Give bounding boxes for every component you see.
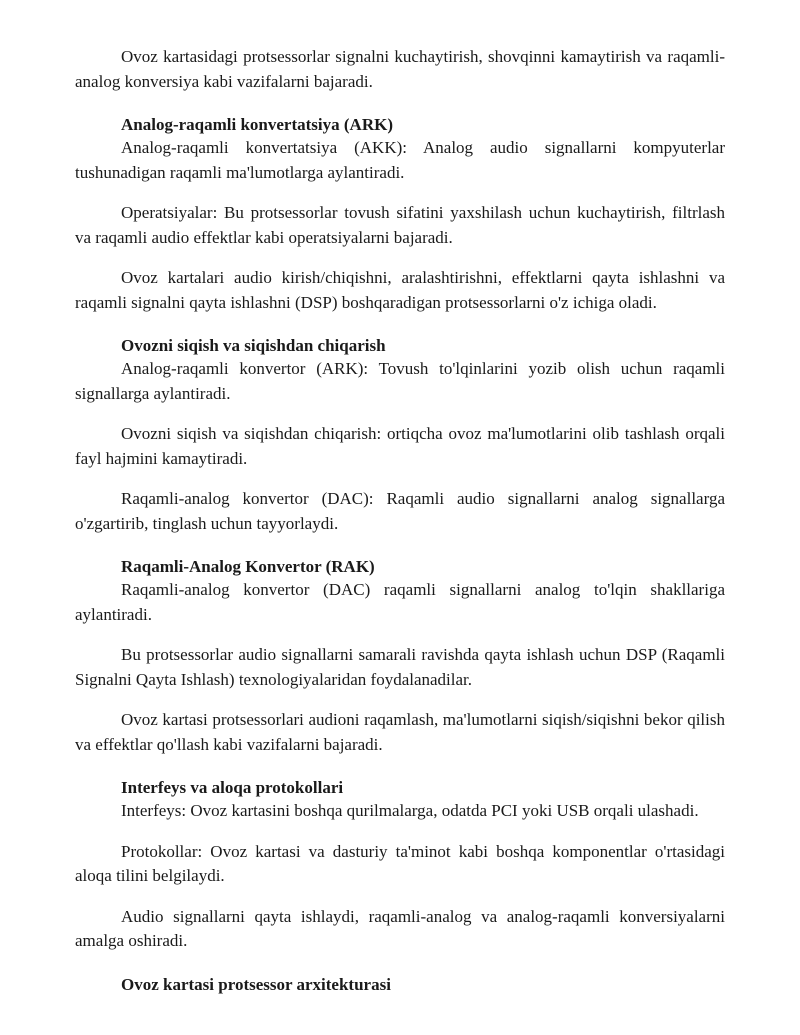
section-heading-interfeys: Interfeys va aloqa protokollari [121, 778, 344, 797]
paragraph-protokollar: Protokollar: Ovoz kartasi va dasturiy ta'minot kabi boshqa komponentlar o'rtasidagi aloqa tilini belgilaydi. [75, 841, 725, 885]
paragraph-akk: Analog-raqamli konvertatsiya (AKK): Analog audio signallarni kompyuterlar tushunadigan raqamli ma'lumotlarga aylantiradi. [75, 138, 725, 182]
paragraph-intro: Ovoz kartasidagi protsessorlar signalni kuchaytirish, shovqinni kamaytirish va raqamli-analog konversiya kabi vazifalarni bajaradi. [75, 47, 725, 91]
paragraph-interfeys: Interfeys: Ovoz kartasini boshqa qurilmalarga, odatda PCI yoki USB orqali ulashadi. [121, 801, 699, 820]
section-heading-siqish: Ovozni siqish va siqishdan chiqarish [121, 336, 386, 355]
paragraph-operatsiyalar: Operatsiyalar: Bu protsessorlar tovush sifatini yaxshilash uchun kuchaytirish, filtrlash va raqamli audio effektlar kabi operatsiyalarni bajaradi. [75, 203, 725, 247]
section-heading-arxitektura: Ovoz kartasi protsessor arxitekturasi [121, 974, 391, 994]
paragraph-dac: Raqamli-analog konvertor (DAC): Raqamli audio signallarni analog signallarga o'zgartirib, tinglash uchun tayyorlaydi. [75, 489, 725, 533]
section-heading-ark: Analog-raqamli konvertatsiya (ARK) [121, 115, 393, 134]
paragraph-audio-signallar: Audio signallarni qayta ishlaydi, raqamli-analog va analog-raqamli konversiyalarni amalga oshiradi. [75, 906, 725, 950]
paragraph-dsp: Bu protsessorlar audio signallarni samarali ravishda qayta ishlash uchun DSP (Raqamli Signalni Qayta Ishlash) texnologiyalaridan foydalanadilar. [75, 645, 725, 689]
paragraph-siqish: Ovozni siqish va siqishdan chiqarish: ortiqcha ovoz ma'lumotlarini olib tashlash orqali fayl hajmini kamaytiradi. [75, 424, 725, 468]
paragraph-ark-konvertor: Analog-raqamli konvertor (ARK): Tovush to'lqinlarini yozib olish uchun raqamli signallarga aylantiradi. [75, 359, 725, 403]
paragraph-ovoz-kartalari: Ovoz kartalari audio kirish/chiqishni, aralashtirishni, effektlarni qayta ishlashni va raqamli signalni qayta ishlashni (DSP) boshqaradigan protsessorlarni o'z ichiga oladi. [75, 268, 725, 312]
section-heading-rak: Raqamli-Analog Konvertor (RAK) [121, 557, 375, 576]
paragraph-rak: Raqamli-analog konvertor (DAC) raqamli signallarni analog to'lqin shakllariga aylantiradi. [75, 580, 725, 624]
paragraph-protsessorlari: Ovoz kartasi protsessorlari audioni raqamlash, ma'lumotlarni siqish/siqishni bekor qilish va effektlar qo'llash kabi vazifalarni bajaradi. [75, 710, 725, 754]
